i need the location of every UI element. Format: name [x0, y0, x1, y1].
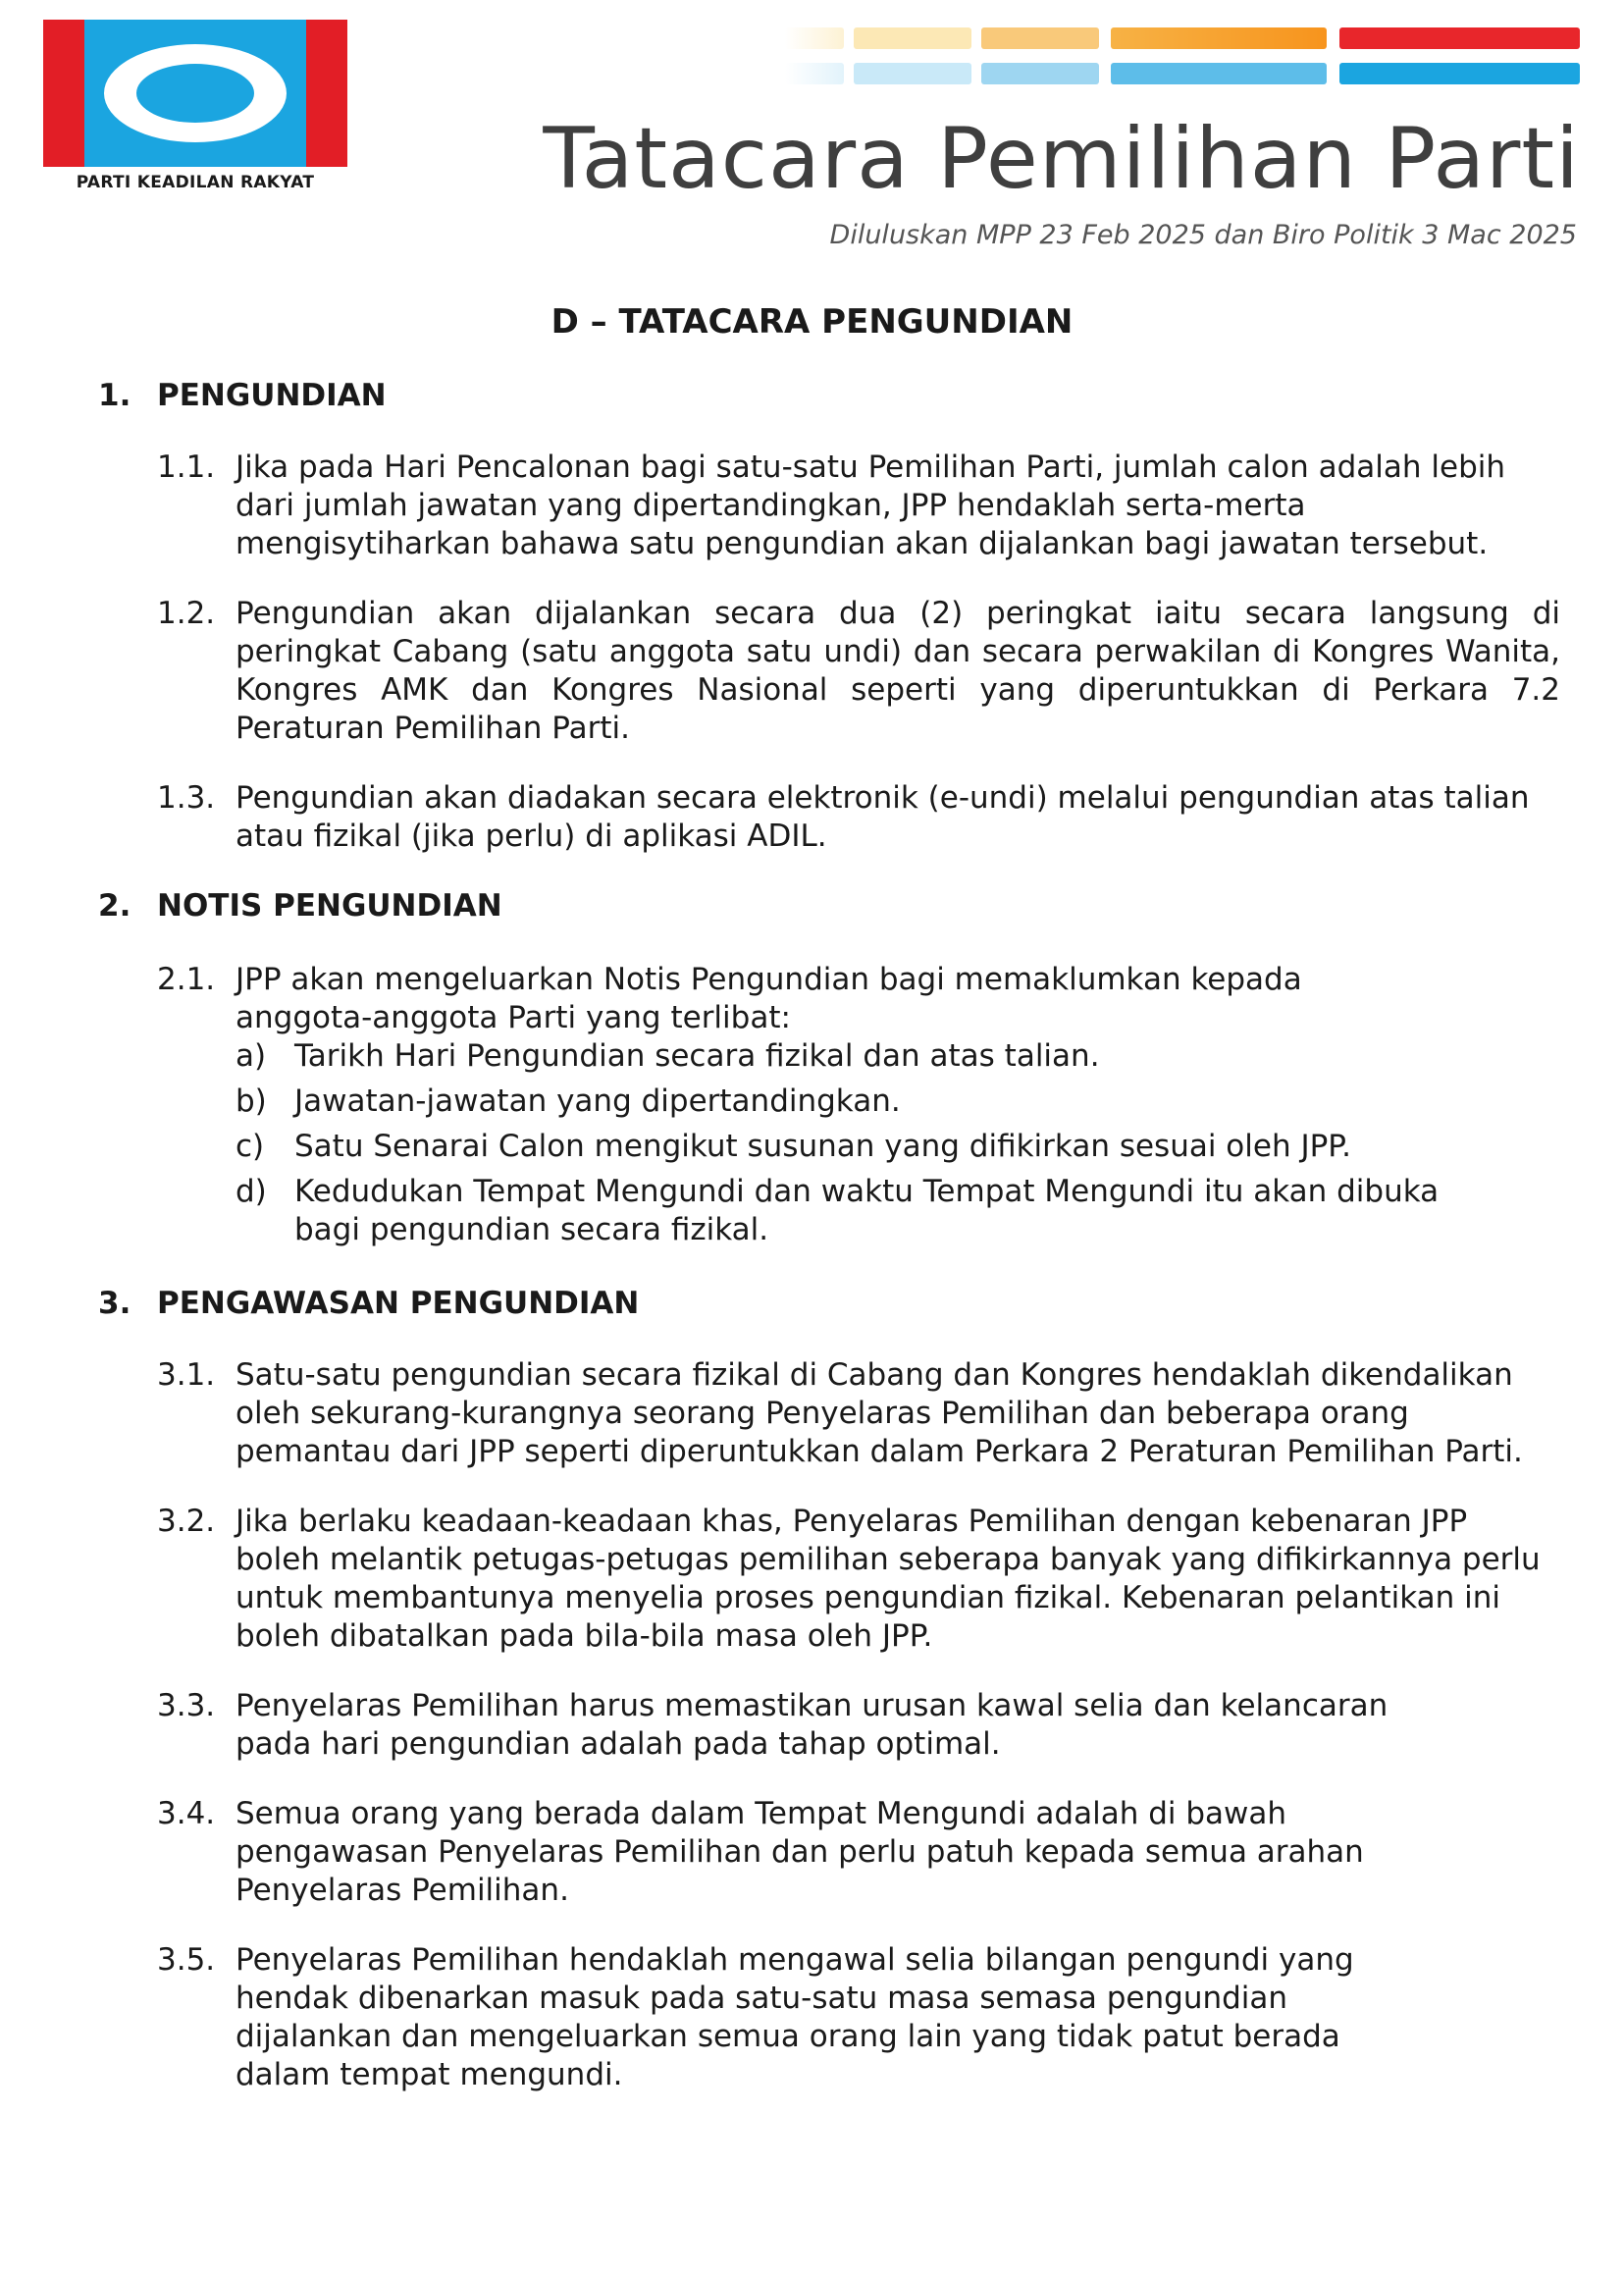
sub-clause: b) Jawatan-jawatan yang dipertandingkan.: [236, 1084, 901, 1119]
document-body: [98, 377, 1560, 2094]
section-heading: 1. PENGUNDIAN: [98, 378, 387, 413]
logo-emblem: [43, 20, 347, 167]
clause: 1.2. Pengundian akan dijalankan secara dua (2) peringkat iaitu secara langsung di peringkat Cabang (satu anggota satu undi) dan secara perwakilan di Kongres Wanita, Kongres AMK dan Kongres Nasional seperti yang diperuntukkan di Perkara 7.2 Peraturan Pemilihan Parti.: [157, 596, 1560, 746]
logo-wordmark: PARTI KEADILAN RAKYAT: [76, 173, 315, 192]
section-heading: 3. PENGAWASAN PENGUNDIAN: [98, 1286, 640, 1321]
party-logo: [43, 20, 347, 192]
sub-clause: c) Satu Senarai Calon mengikut susunan yang difikirkan sesuai oleh JPP.: [236, 1129, 1352, 1164]
section-heading: 2. NOTIS PENGUNDIAN: [98, 888, 502, 924]
sub-clause: d) Kedudukan Tempat Mengundi dan waktu Tempat Mengundi itu akan dibuka bagi pengundian secara fizikal.: [236, 1174, 1440, 1247]
clause: 3.2. Jika berlaku keadaan-keadaan khas, Penyelaras Pemilihan dengan kebenaran JPP boleh melantik petugas-petugas pemilihan seberapa banyak yang difikirkannya perlu untuk membantunya menyelia proses pengundian fizikal. Kebenaran pelantikan ini boleh dibatalkan pada bila-bila masa oleh JPP.: [157, 1504, 1541, 1654]
section-title: D – TATACARA PENGUNDIAN: [550, 302, 1074, 342]
clause: 3.4. Semua orang yang berada dalam Tempat Mengundi adalah di bawah pengawasan Penyelaras Pemilihan dan perlu patuh kepada semua arahan Penyelaras Pemilihan.: [157, 1796, 1364, 1908]
document-title: Tatacara Pemilihan Parti: [543, 110, 1580, 208]
clause: 1.3. Pengundian akan diadakan secara elektronik (e-undi) melalui pengundian atas talian atau fizikal (jika perlu) di aplikasi ADIL.: [157, 780, 1530, 854]
clause: 2.1. JPP akan mengeluarkan Notis Pengundian bagi memaklumkan kepada anggota-anggota Parti yang terlibat: a) Tarikh Hari Pengundian secara fizikal dan atas talian. b) Jawatan-jawatan yang dipertandingkan. c) Satu Senarai Calon mengikut susunan yang difikirkan sesuai oleh JPP. d) Kedudukan Tempat Mengundi dan waktu Tempat Mengundi itu akan dibuka bagi pengundian secara fizikal.: [157, 961, 1560, 1249]
header-color-bars: [785, 27, 1580, 90]
clause: 3.3. Penyelaras Pemilihan harus memastikan urusan kawal selia dan kelancaran pada hari pengundian adalah pada tahap optimal.: [157, 1688, 1388, 1762]
document-subtitle: Diluluskan MPP 23 Feb 2025 dan Biro Politik 3 Mac 2025: [829, 220, 1577, 250]
sub-clause: a) Tarikh Hari Pengundian secara fizikal dan atas talian.: [236, 1038, 1100, 1074]
clause: 3.5. Penyelaras Pemilihan hendaklah mengawal selia bilangan pengundi yang hendak dibenarkan masuk pada satu-satu masa semasa pengundian dijalankan dan mengeluarkan semua orang lain yang tidak patut berada dalam tempat mengundi.: [157, 1942, 1354, 2092]
clause: 1.1. Jika pada Hari Pencalonan bagi satu-satu Pemilihan Parti, jumlah calon adalah lebih dari jumlah jawatan yang dipertandingkan, JPP hendaklah serta-merta mengisytiharkan bahawa satu pengundian akan dijalankan bagi jawatan tersebut.: [157, 449, 1506, 561]
clause: 3.1. Satu-satu pengundian secara fizikal di Cabang dan Kongres hendaklah dikendalikan oleh sekurang-kurangnya seorang Penyelaras Pemilihan dan beberapa orang pemantau dari JPP seperti diperuntukkan dalam Perkara 2 Peraturan Pemilihan Parti.: [157, 1357, 1523, 1469]
